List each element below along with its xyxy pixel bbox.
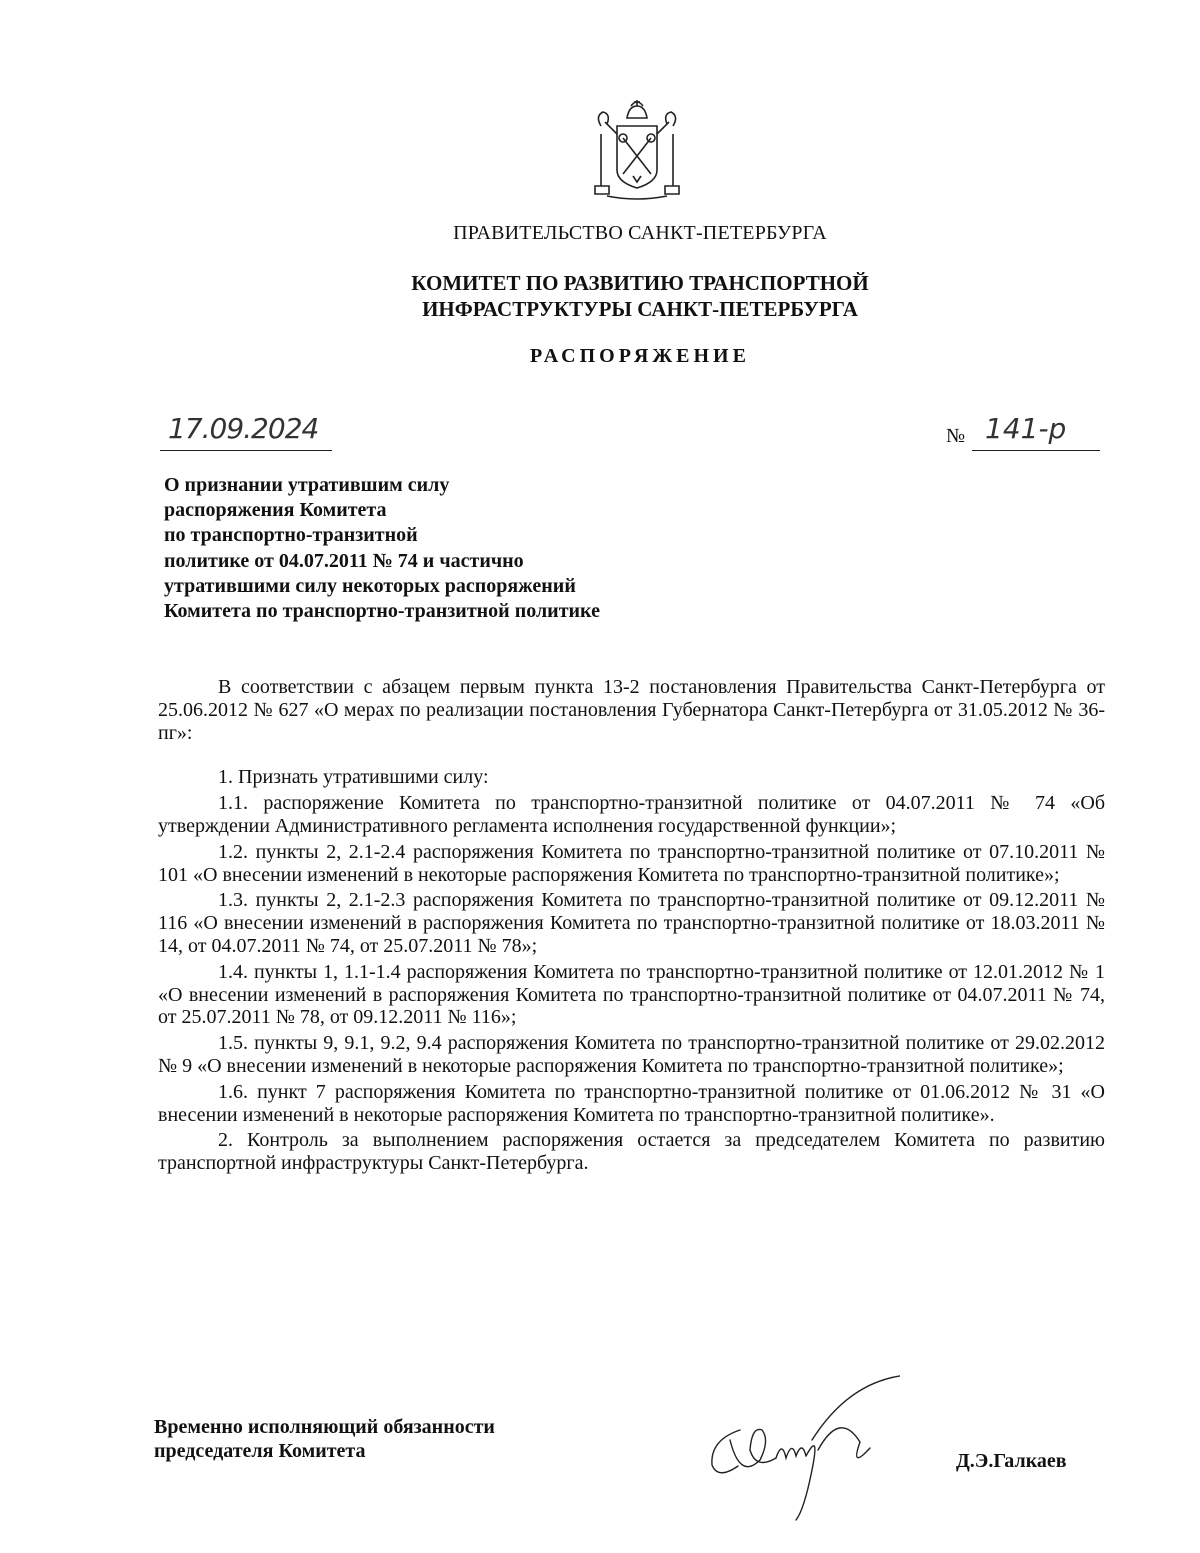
item-1-5: 1.5. пункты 9, 9.1, 9.2, 9.4 распоряжения Комитета по транспортно-транзитной политике от 29.02.2012 № 9 «О внесении изменений в некоторые распоряжения Комитета по транспортно-транзитной политике»; [158, 1032, 1105, 1077]
subject-line: Комитета по транспортно-транзитной политике [164, 600, 600, 623]
signatory-title-line2: председателя Комитета [154, 1440, 366, 1462]
item-1-1: 1.1. распоряжение Комитета по транспортно-транзитной политике от 04.07.2011 № 74 «Об утверждении Административного регламента исполнения государственной функции»; [158, 792, 1105, 837]
subject-line: утратившими силу некоторых распоряжений [164, 574, 576, 597]
committee-name-line1: КОМИТЕТ ПО РАЗВИТИЮ ТРАНСПОРТНОЙ [411, 271, 869, 295]
document-number: 141-р [985, 412, 1067, 445]
document-type: РАСПОРЯЖЕНИЕ [530, 345, 750, 367]
date-underline [160, 450, 332, 451]
document-body [158, 676, 1105, 1175]
item-1-6: 1.6. пункт 7 распоряжения Комитета по транспортно-транзитной политике от 01.06.2012 № 31 «О внесении изменений в некоторые распоряжения Комитета по транспортно-транзитной политике». [158, 1080, 1105, 1126]
document-subject [164, 473, 724, 624]
subject-line: распоряжения Комитета [164, 499, 387, 522]
number-label: № [946, 425, 966, 447]
signatory-title-line1: Временно исполняющий обязанности [154, 1416, 495, 1438]
item-1-3: 1.3. пункты 2, 2.1-2.3 распоряжения Комитета по транспортно-транзитной политике от 09.12.2011 № 116 «О внесении изменений в распоряжения Комитета по транспортно-транзитной политике от 18.03.2011 № 14, от 04.07.2011 № 74, от 25.07.2011 № 78»; [158, 889, 1105, 957]
committee-name [0, 270, 1200, 322]
government-name: ПРАВИТЕЛЬСТВО САНКТ-ПЕТЕРБУРГА [453, 222, 827, 244]
item-1: 1. Признать утратившими силу: [218, 766, 489, 789]
coat-of-arms-icon [587, 98, 687, 203]
committee-name-line2: ИНФРАСТРУКТУРЫ САНКТ-ПЕТЕРБУРГА [422, 297, 858, 321]
subject-line: по транспортно-транзитной [164, 524, 418, 547]
item-1-4: 1.4. пункты 1, 1.1-1.4 распоряжения Комитета по транспортно-транзитной политике от 12.01.2012 № 1 «О внесении изменений в распоряжения Комитета по транспортно-транзитной политике от 04.07.2011 № 74, от 25.07.2011 № 78, от 09.12.2011 № 116»; [158, 960, 1105, 1029]
signatory-name: Д.Э.Галкаев [956, 1450, 1067, 1472]
item-2: 2. Контроль за выполнением распоряжения остается за председателем Комитета по развитию транспортной инфраструктуры Санкт-Петербурга. [158, 1129, 1105, 1175]
subject-line: политике от 04.07.2011 № 74 и частично [164, 549, 524, 572]
subject-line: О признании утратившим силу [164, 474, 450, 496]
document-date: 17.09.2024 [168, 412, 319, 445]
signatory-title [154, 1415, 495, 1463]
item-1-2: 1.2. пункты 2, 2.1-2.4 распоряжения Комитета по транспортно-транзитной политике от 07.10.2011 № 101 «О внесении изменений в некоторые распоряжения Комитета по транспортно-транзитной политике»; [158, 840, 1105, 886]
signature-icon [700, 1370, 900, 1530]
preamble-paragraph: В соответствии с абзацем первым пункта 13-2 постановления Правительства Санкт-Петербурга от 25.06.2012 № 627 «О мерах по реализации постановления Губернатора Санкт-Петербурга от 31.05.2012 № 36-пг»: [158, 676, 1105, 744]
number-underline [972, 450, 1100, 451]
